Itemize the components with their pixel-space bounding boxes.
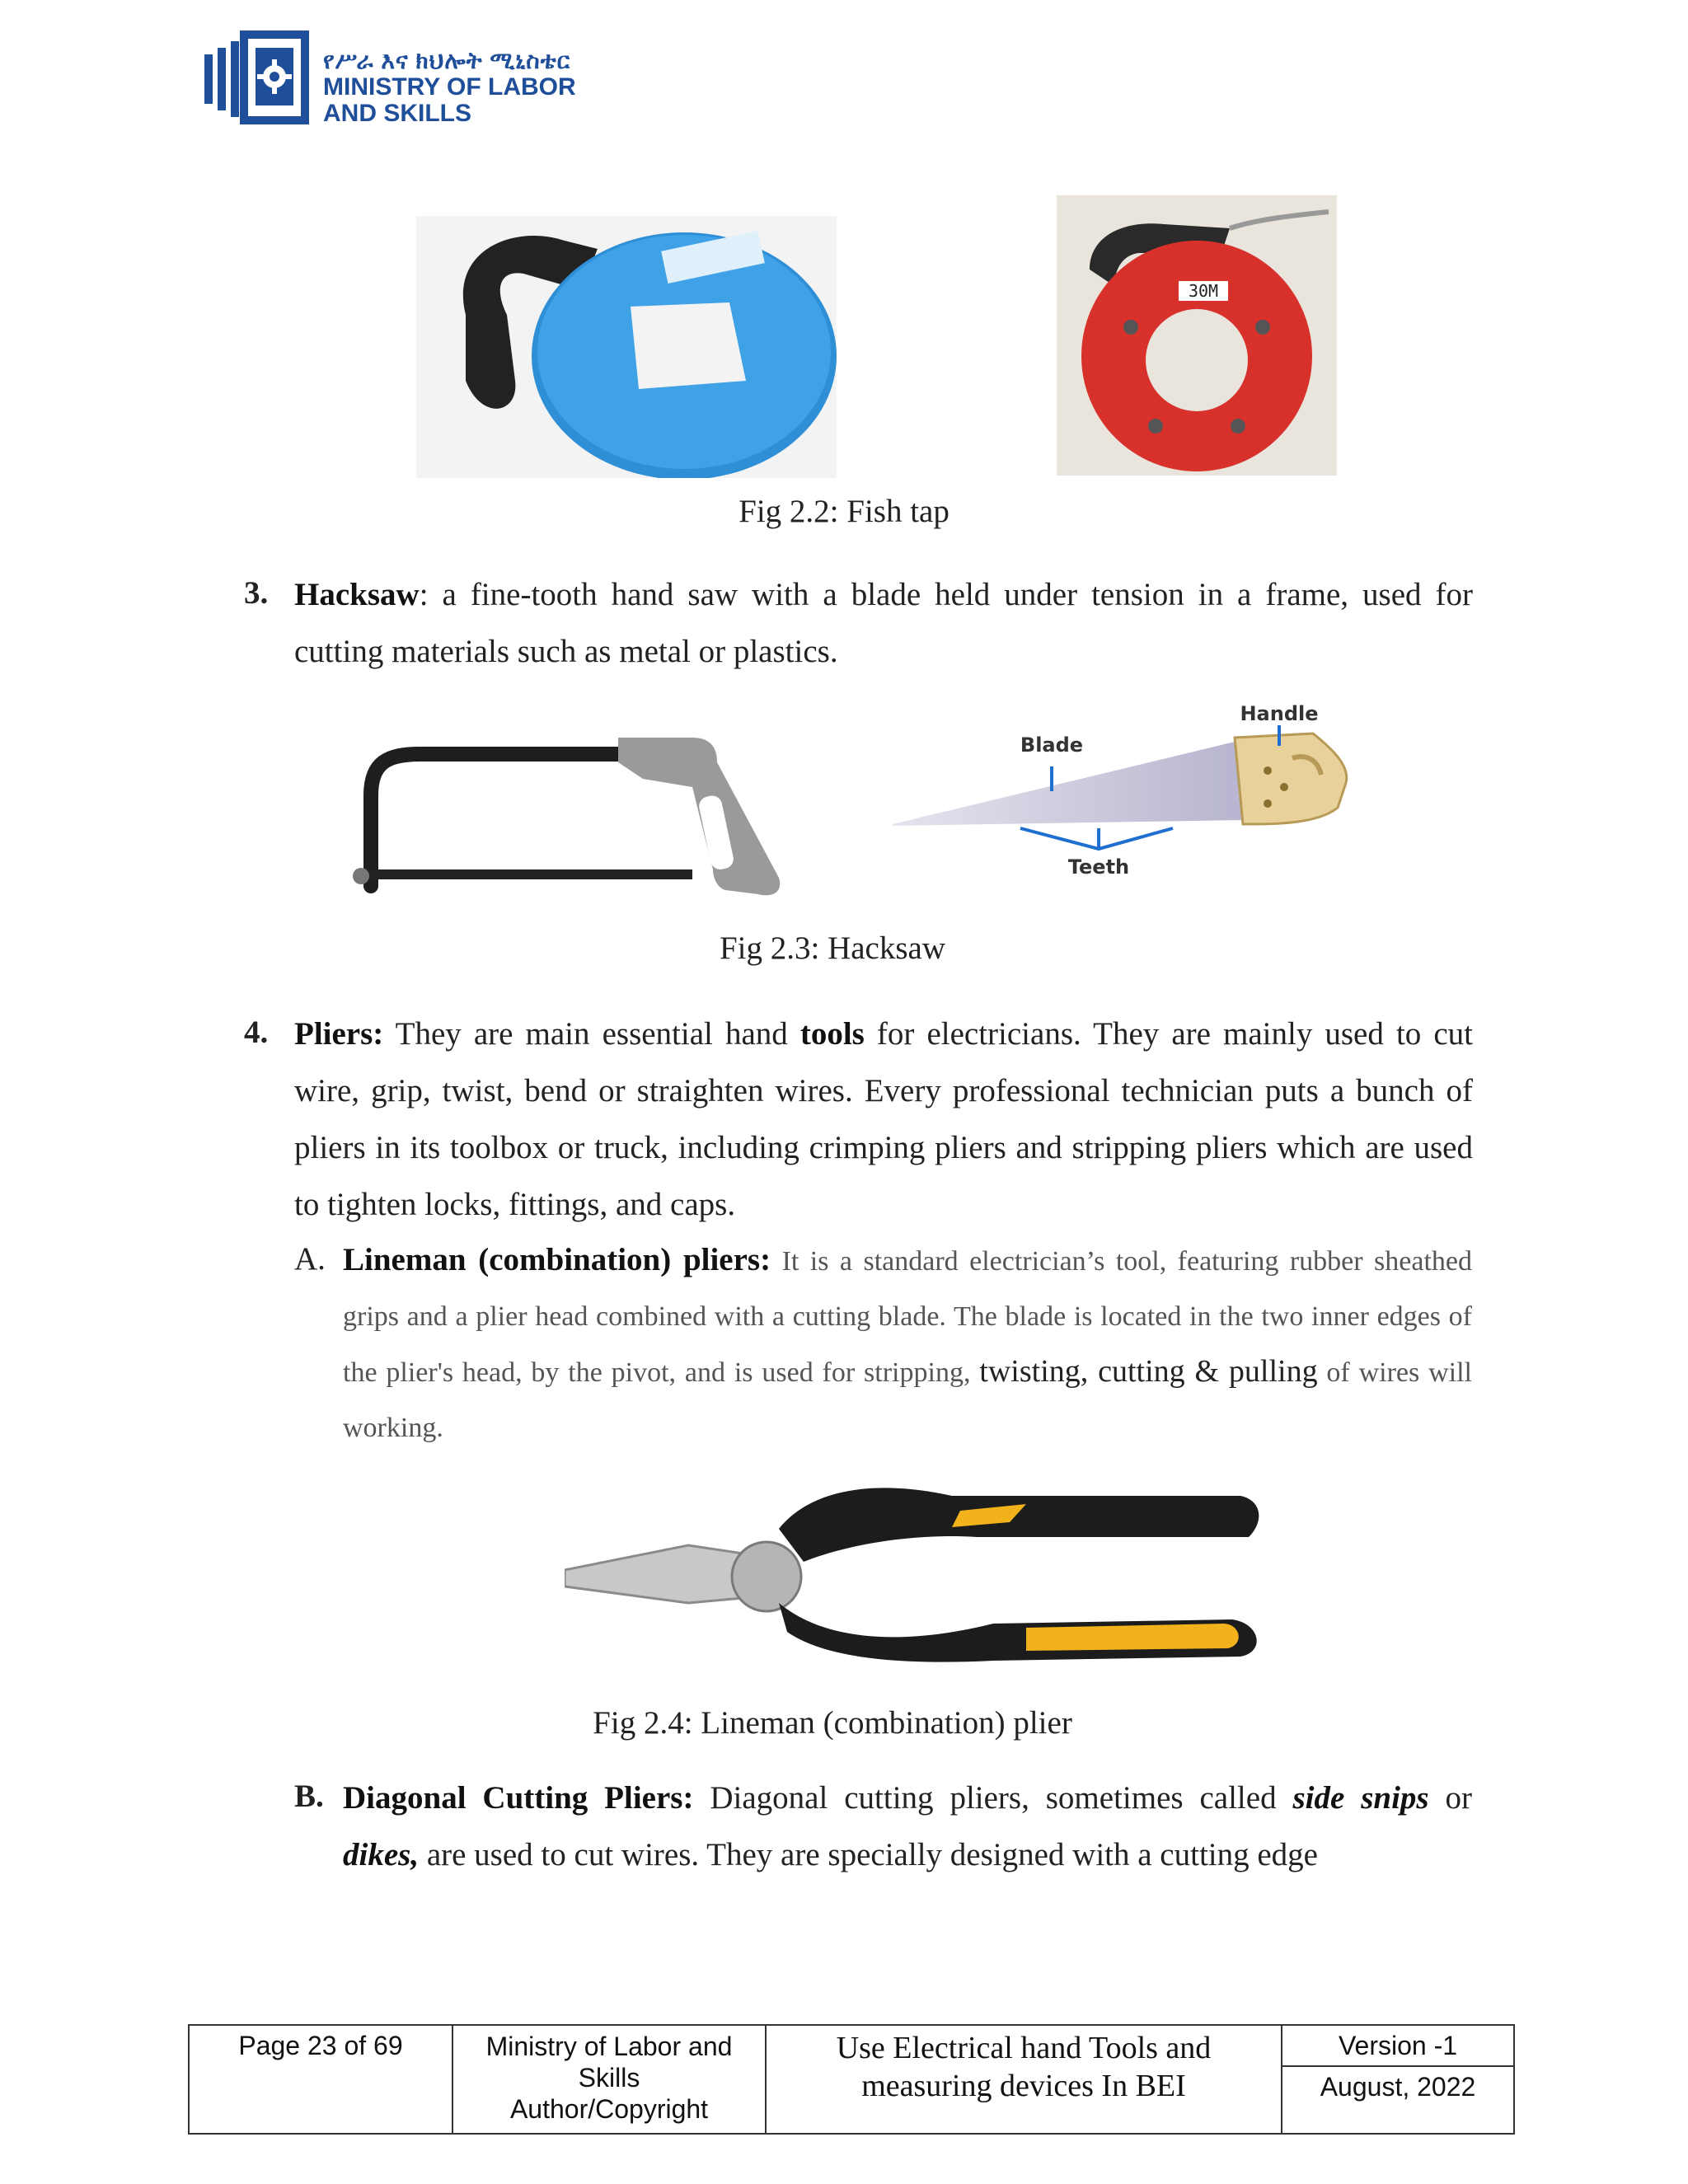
item-a-letter: A. (294, 1241, 326, 1277)
item-b-text-b: are used to cut wires. They are specially designed with a cutting edge (419, 1837, 1318, 1872)
item-b-or: or (1428, 1780, 1472, 1816)
footer-version: Version -1 (1282, 2026, 1513, 2067)
fish-tape-blue-image (416, 216, 837, 478)
fish-tape-red-image (1057, 195, 1337, 476)
item-a-text-b: of wires will working. (343, 1357, 1472, 1443)
footer-page-cell (190, 2026, 453, 2133)
footer-ministry-line2: Skills (578, 2063, 640, 2093)
logo-amharic: የሥራ እና ክህሎት ሚኒስቴር (323, 48, 571, 73)
item-3-paragraph (294, 566, 1473, 680)
fig-2-3-caption: Fig 2.3: Hacksaw (719, 930, 946, 966)
item-3-text: : a fine-tooth hand saw with a blade held under tension in a frame, used for cutting materials such as metal or plastics. (294, 577, 1473, 669)
footer-page-number: Page 23 of 69 (238, 2031, 403, 2060)
footer-version-cell (1282, 2026, 1513, 2133)
item-a-paragraph (343, 1232, 1472, 1455)
item-4-bold-word: tools (799, 1016, 865, 1052)
item-4-text-b: for electricians. They are mainly used to cut wire, grip, twist, bend or straighten wires. Every professional technician puts a bunch of pliers in its toolbox or truck, including crimping pliers and stripping pliers which are used to tighten locks, fittings, and caps. (294, 1016, 1473, 1222)
hacksaw-image (330, 738, 783, 902)
saw-handle-label: Handle (1240, 702, 1319, 725)
ministry-logo-text (323, 48, 576, 127)
footer-ministry-line3: Author/Copyright (509, 2094, 709, 2124)
fish-tape-30m-label: 30M (1188, 281, 1219, 301)
footer-ministry-line1: Ministry of Labor and (485, 2032, 733, 2061)
item-a-colon: : (760, 1242, 771, 1277)
item-b-side-snips: side snips (1292, 1780, 1429, 1816)
item-4-paragraph (294, 1005, 1473, 1233)
saw-teeth-label: Teeth (1067, 855, 1130, 879)
footer-table (188, 2024, 1515, 2135)
saw-anatomy-diagram (889, 701, 1350, 886)
logo-line1: MINISTRY OF LABOR (323, 73, 576, 101)
item-4-number: 4. (244, 1015, 269, 1050)
item-a-text-a: It is a standard electrician’s tool, featuring rubber sheathed grips and a plier head combined with a cutting blade. The blade is located in the two inner edges of the plier's head, by the pivot, and is used for stripping, (343, 1246, 1472, 1388)
item-b-letter: B. (294, 1779, 324, 1814)
saw-blade-label: Blade (1020, 733, 1084, 757)
lineman-pliers-image (565, 1479, 1265, 1669)
footer-ministry-cell (453, 2026, 767, 2133)
footer-title-cell (767, 2026, 1282, 2133)
logo-line2: AND SKILLS (323, 100, 471, 127)
fig-2-4-caption: Fig 2.4: Lineman (combination) plier (593, 1705, 1072, 1741)
item-3-number: 3. (244, 575, 269, 611)
item-b-paragraph (343, 1769, 1472, 1883)
item-b-term: Diagonal Cutting Pliers: (343, 1780, 694, 1816)
ministry-emblem-icon (201, 30, 325, 129)
item-b-text-a: Diagonal cutting pliers, sometimes called (693, 1780, 1293, 1816)
footer-title-line2: measuring devices In BEI (861, 2069, 1186, 2103)
item-4-text-a: They are main essential hand (383, 1016, 800, 1052)
footer-date: August, 2022 (1320, 2072, 1476, 2102)
fig-2-2-caption: Fig 2.2: Fish tap (738, 494, 950, 529)
item-b-dikes: dikes, (343, 1837, 420, 1872)
item-a-term: Lineman (combination) pliers (343, 1242, 761, 1277)
footer-title-line1: Use Electrical hand Tools and (836, 2031, 1212, 2065)
item-4-term: Pliers: (294, 1016, 384, 1052)
item-3-term: Hacksaw (294, 577, 420, 612)
item-a-emphasis: twisting, cutting & pulling (979, 1354, 1318, 1389)
